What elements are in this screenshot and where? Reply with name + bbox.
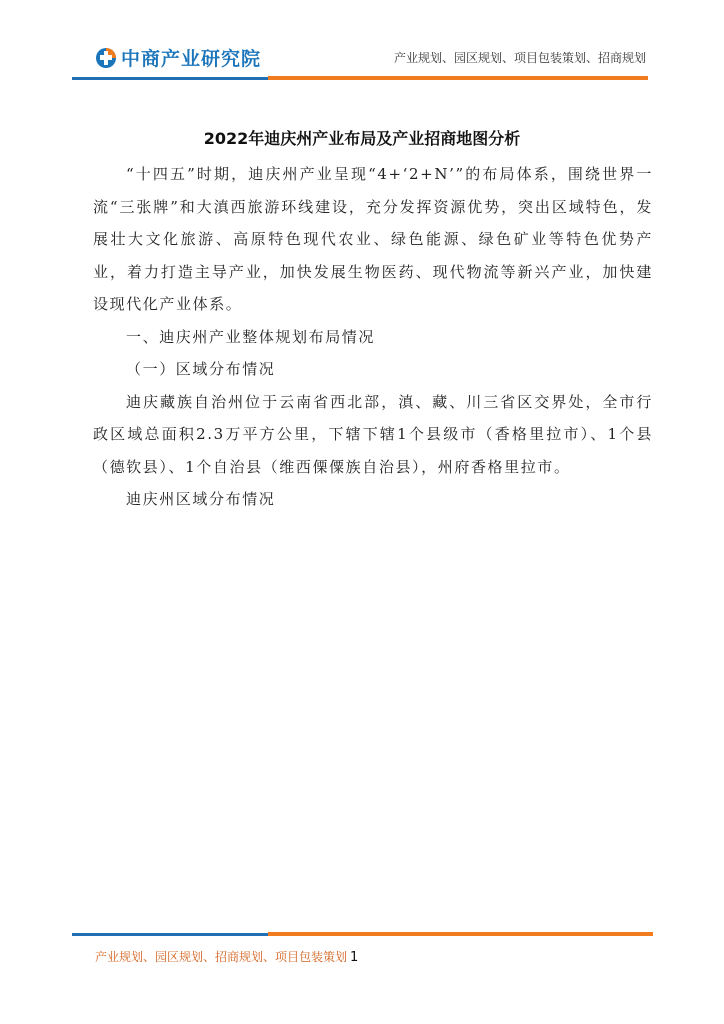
intro-paragraph: “十四五”时期，迪庆州产业呈现“4+‘2+N’”的布局体系，围绕世界一流“三张牌”和大滇西旅游环线建设，充分发挥资源优势，突出区域特色，发展壮大文化旅游、高原特色现代农业、绿色能源、绿色矿业等特色优势产业，着力打造主导产业，加快发展生物医药、现代物流等新兴产业，加快建设现代化产业体系。 <box>93 165 653 313</box>
section-heading: 一、迪庆州产业整体规划布局情况 <box>126 327 376 346</box>
region-paragraph: 迪庆藏族自治州位于云南省西北部，滇、藏、川三省区交界处，全市行政区域总面积2.3万平方公里，下辖下辖1个县级市（香格里拉市）、1个县（德钦县）、1个自治县（维西傈僳族自治县），州府香格里拉市。 <box>93 392 653 476</box>
header-divider-blue <box>72 77 268 80</box>
footer-divider-blue <box>72 933 268 936</box>
subsection-heading: （一）区域分布情况 <box>126 360 276 378</box>
footer-services-text: 产业规划、园区规划、招商规划、项目包装策划 <box>95 950 348 964</box>
page-header <box>0 0 724 90</box>
header-divider-orange <box>268 76 648 80</box>
document-body <box>93 158 653 516</box>
logo-text: 中商产业研究院 <box>121 48 262 70</box>
document-title: 2022年迪庆州产业布局及产业招商地图分析 <box>203 129 521 148</box>
header-tagline: 产业规划、园区规划、项目包装策划、招商规划 <box>393 51 646 65</box>
logo-mark-icon <box>95 47 117 69</box>
company-logo <box>95 44 261 71</box>
footer-divider-orange <box>268 932 653 936</box>
page-footer <box>95 948 358 965</box>
map-caption: 迪庆州区域分布情况 <box>126 490 276 508</box>
page-number: 1 <box>350 950 359 965</box>
